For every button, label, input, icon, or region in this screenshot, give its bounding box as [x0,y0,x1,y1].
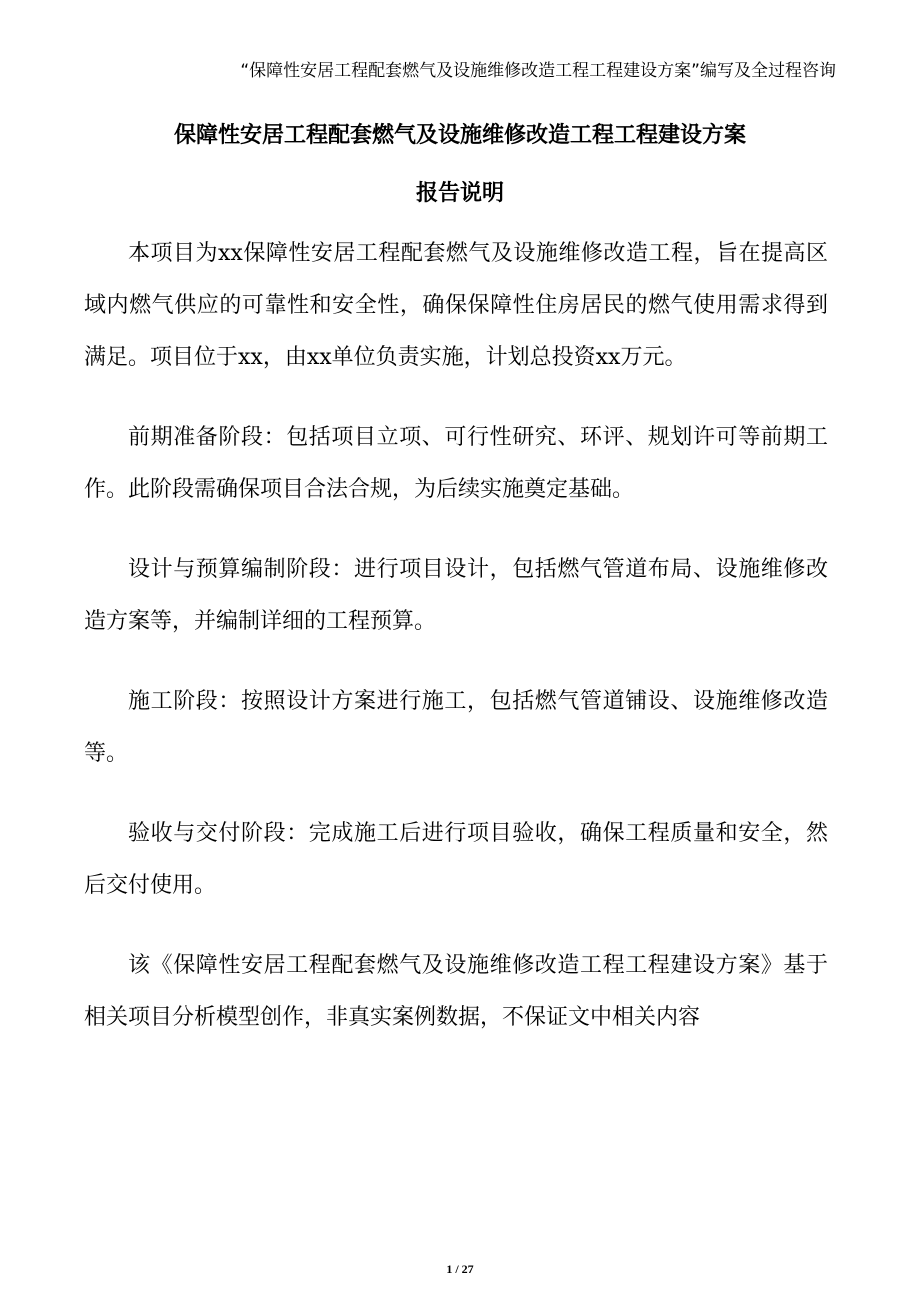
paragraph-intro: 本项目为xx保障性安居工程配套燃气及设施维修改造工程，旨在提高区域内燃气供应的可靠性和安全性，确保保障性住房居民的燃气使用需求得到满足。项目位于xx，由xx单位负责实施，计划总投资xx万元。 [84,241,828,370]
document-body [84,228,828,1072]
page-number: 1 / 27 [446,1262,474,1276]
document-title: 保障性安居工程配套燃气及设施维修改造工程工程建设方案 [173,123,746,148]
running-header: “保障性安居工程配套燃气及设施维修改造工程工程建设方案”编写及全过程咨询 [240,61,836,81]
paragraph-design-stage: 设计与预算编制阶段：进行项目设计，包括燃气管道布局、设施维修改造方案等，并编制详细的工程预算。 [84,557,828,634]
document-subtitle: 报告说明 [415,181,504,206]
paragraph-acceptance-stage: 验收与交付阶段：完成施工后进行项目验收，确保工程质量和安全，然后交付使用。 [84,821,828,898]
paragraph-preparation-stage: 前期准备阶段：包括项目立项、可行性研究、环评、规划许可等前期工作。此阶段需确保项目合法合规，为后续实施奠定基础。 [84,425,828,502]
paragraph-construction-stage: 施工阶段：按照设计方案进行施工，包括燃气管道铺设、设施维修改造等。 [84,689,828,766]
paragraph-disclaimer: 该《保障性安居工程配套燃气及设施维修改造工程工程建设方案》基于相关项目分析模型创作，非真实案例数据，不保证文中相关内容 [84,953,828,1030]
